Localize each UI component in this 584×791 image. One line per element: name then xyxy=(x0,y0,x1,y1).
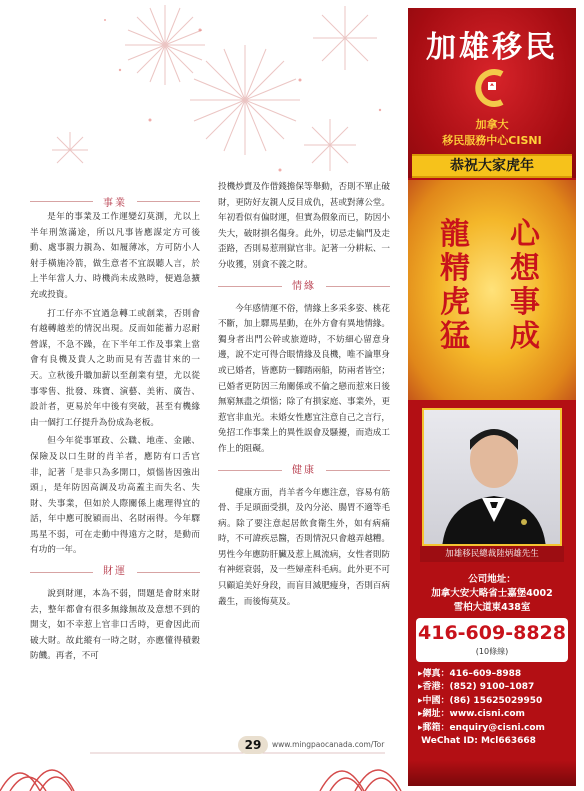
wealth-paragraph-continued: 投機炒賣及作借錢擔保等舉動，否則不單止破財，更防好友親人反目成仇，甚或對薄公堂。年初看似有偏財運，但實為假象而已，防因小失大，破財損名傷身。此外，切忌走偏門及走歪路，否則易惹刑獄官非。記著一分耕耘、一分收獲，別貪不義之財。 xyxy=(218,182,390,270)
contact-row-china: ▸ 中國： (86) 15625029950 xyxy=(418,695,568,708)
wealth-heading-text: 財運 xyxy=(93,564,137,580)
contact-value[interactable]: (86) 15625029950 xyxy=(449,695,543,706)
career-paragraph-3: 但今年從事軍政、公職、地產、金融、保險及以口生財的肖羊者，應防有口舌官非，記著「是非只為多開口，煩惱皆因強出頭」，是年防因高調及功高蓋主而失名、失財、失事業，但如於人際關係上處理得宜的話，年中應可脫穎而出、名財兩得。今年驛馬星不弱，可在走動中得遠方之財，是動而有功的一年。 xyxy=(30,436,200,556)
contact-value[interactable]: 416–609–8988 xyxy=(449,669,522,679)
contact-row-email: ▸ 郵箱： enquiry@cisni.com xyxy=(418,722,568,735)
contact-key: WeChat ID: xyxy=(421,736,478,747)
company-logo-icon xyxy=(474,66,510,110)
contact-value[interactable]: enquiry@cisni.com xyxy=(449,722,545,733)
article-column-left xyxy=(30,210,200,668)
address-label: 公司地址： xyxy=(468,574,516,585)
advertisement xyxy=(408,8,576,786)
love-heading-text: 情緣 xyxy=(282,279,326,295)
footer-url[interactable]: www.mingpaocanada.com/Tor xyxy=(272,740,385,749)
ad-title: 加雄移民 xyxy=(426,30,558,65)
contact-key: 傳真： xyxy=(422,669,450,679)
contact-value[interactable]: Mcl663668 xyxy=(480,736,536,747)
greeting-idiom-left: 龍精虎猛 xyxy=(440,217,470,354)
health-paragraph: 健康方面，肖羊者今年應注意，容易有筋骨、手足頭面受損，及內分泌、腸胃不適等毛病。除了要注意起居飲食衛生外，如有病痛時，不可諱疾忌醫，否則情況只會越弄越糟。男性今年應防肝臟及惹上風流病，女性者則防有神經衰弱，及一些婦產科毛病。此外更不可只顧追美好身段，而盲目減肥瘦身，否則百病叢生，而後悔莫及。 xyxy=(218,487,390,607)
contact-row-fax: ▸ 傳真： 416–609–8988 xyxy=(418,668,568,681)
ad-subtitle-country: 加拿大 xyxy=(475,118,509,131)
photo-caption: 加雄移民總裁陸炳雄先生 xyxy=(420,546,564,562)
career-paragraph-1: 是年的事業及工作運變幻莫測，尤以上半年刑煞滿途，所以凡事皆應謀定方可後動、處事親力親為、如履薄冰，方可防小人射手橫施冷箭，做生意者不宜誤聽人言，於上半年當人力、時機尚未成熟時，便過急擴充或投資。 xyxy=(30,212,200,300)
contact-key: 網址： xyxy=(422,709,450,720)
phone-box xyxy=(416,618,568,662)
phone-number[interactable]: 416-609-8828 xyxy=(418,622,566,644)
contact-key: 郵箱： xyxy=(422,722,450,733)
president-photo xyxy=(422,408,562,546)
ad-subtitle-company: 移民服務中心CISNI xyxy=(442,134,542,147)
wealth-paragraph: 說到財運，本為不弱，問題是會財來財去，整年都會有很多無緣無故及意想不到的開支，如不幸惹上官非口舌時，更會因此而破大財。故此縱有一時之財，亦應懂得積穀防饑。再者，不可 xyxy=(30,589,200,662)
address-line-2: 雪柏大道東438室 xyxy=(453,602,531,613)
address-line-1: 加拿大安大略省士嘉堡4002 xyxy=(431,588,553,599)
love-paragraph: 今年感情運不俗，情緣上多采多姿、桃花不斷，加上驛馬星動，在外方會有異地情緣。獨身者出門公幹或旅遊時，不妨細心留意身邊，說不定可得合眼情緣及良機，唯不論單身或已婚者，皆應防一腳踏兩船，防兩者皆空；已婚者更防因三角關係或不倫之戀而惹來日後無窮無盡之煩惱；除了有損家庭、事業外，更惹官非血光。未婚女性應宜注意自己之言行，免招工作事業上的異性誤會及騷擾，而造成工作上的阻礙。 xyxy=(218,303,390,454)
health-heading-text: 健康 xyxy=(282,463,326,479)
career-heading-text: 事業 xyxy=(93,194,137,209)
wealth-heading xyxy=(30,563,200,581)
greeting-idiom-right: 心想事成 xyxy=(510,217,540,354)
page-number: 29 xyxy=(238,736,268,754)
contact-key: 香港： xyxy=(422,682,450,693)
love-heading xyxy=(218,278,390,296)
phone-lines-note: (10條線) xyxy=(475,647,509,656)
contact-value[interactable]: www.cisni.com xyxy=(449,709,525,720)
ad-greeting-background xyxy=(408,180,576,400)
career-heading xyxy=(30,192,200,210)
contact-row-web: ▸ 網址： www.cisni.com xyxy=(418,708,568,721)
contact-row-wechat xyxy=(418,735,568,748)
contact-key: 中國： xyxy=(422,695,450,706)
new-year-banner: 恭祝大家虎年 xyxy=(412,154,572,178)
article-column-right xyxy=(218,180,390,613)
ad-bottom-decoration xyxy=(408,760,576,786)
contact-value[interactable]: (852) 9100–1087 xyxy=(449,682,535,693)
contact-list xyxy=(418,668,568,748)
fireworks-decoration xyxy=(0,0,405,190)
career-paragraph-2: 打工仔亦不宜過急轉工或創業，否則會有越轉越差的情況出現。反而如能蓄力忍耐營謀，不急不躁，在下半年工作及事業上當會有良機及貴人之助而見有苦盡甘來的一天。立秋後升職加薪以至創業有望，尤以從事零售、批發、珠寶、演藝、美術、廣告、設計者，更易於年中後有突破，甚至有機緣由一個打工仔提升為份成為老板。 xyxy=(30,308,200,428)
contact-row-hk: ▸ 香港： (852) 9100–1087 xyxy=(418,681,568,694)
health-heading xyxy=(218,462,390,480)
